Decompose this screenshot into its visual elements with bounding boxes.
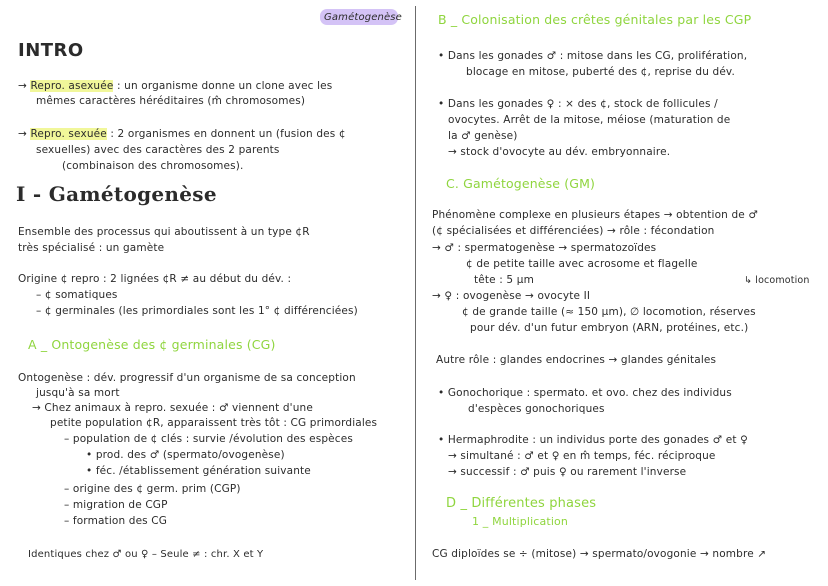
onto-line-8: – origine des ¢ germ. prim (CGP) (64, 483, 241, 495)
onto-line-2: jusqu'à sa mort (36, 387, 120, 399)
section-c-title: C. Gamétogenèse (GM) (446, 176, 596, 191)
c-line-7: ¢ de grande taille (≈ 150 μm), ∅ locomotion, réserves (462, 306, 756, 318)
c-line-4: ¢ de petite taille avec acrosome et flagelle (466, 258, 698, 270)
c-line-1: Phénomène complexe en plusieurs étapes → obtention de ♂ (432, 209, 758, 221)
identical-note: Identiques chez ♂ ou ♀ – Seule ≠ : chr. X et Y (28, 549, 264, 560)
onto-line-6: • prod. des ♂ (spermato/ovogenèse) (86, 449, 285, 461)
onto-line-4: petite population ¢R, apparaissent très tôt : CG primordiales (50, 417, 378, 429)
asex-line-2: mêmes caractères héréditaires (m̂ chromosomes) (36, 95, 306, 107)
onto-line-10: – formation des CG (64, 515, 168, 527)
section-a-title: A _ Ontogenèse des ¢ germinales (CG) (28, 337, 276, 352)
sex-label: Repro. sexuée (30, 128, 107, 140)
page-title-tag: Gamétogenèse (324, 12, 402, 23)
origin-line-2: – ¢ somatiques (36, 289, 118, 301)
c-line-8: pour dév. d'un futur embryon (ARN, protéines, etc.) (470, 322, 749, 334)
gono-line-2: d'espèces gonochoriques (468, 403, 605, 415)
sex-text: : 2 organismes en donnent un (fusion des ¢ (110, 128, 346, 140)
b2-line-1: • Dans les gonades ♀ : × des ¢, stock de follicules / (438, 98, 718, 110)
b1-line-1: • Dans les gonades ♂ : mitose dans les CG, prolifération, (438, 50, 748, 62)
herm-line-2: → simultané : ♂ et ♀ en m̂ temps, féc. réciproque (448, 450, 716, 462)
definition-line-1: Ensemble des processus qui aboutissent à un type ¢R (18, 226, 310, 238)
b2-line-3: la ♂ genèse) (448, 130, 518, 142)
herm-line-1: • Hermaphrodite : un individus porte des gonades ♂ et ♀ (438, 434, 748, 446)
asex-text: : un organisme donne un clone avec les (116, 80, 333, 92)
b2-line-2: ovocytes. Arrêt de la mitose, méiose (maturation de (448, 114, 731, 126)
onto-line-9: – migration de CGP (64, 499, 168, 511)
asex-label: Repro. asexuée (30, 80, 114, 92)
onto-line-1: Ontogenèse : dév. progressif d'un organisme de sa conception (18, 372, 356, 384)
sex-line-2: sexuelles) avec des caractères des 2 parents (36, 144, 280, 156)
c-line-5: tête : 5 μm (474, 274, 534, 286)
onto-line-7: • féc. /établissement génération suivante (86, 465, 311, 477)
b2-line-4: → stock d'ovocyte au dév. embryonnaire. (448, 146, 671, 158)
section-d-subtitle: 1 _ Multiplication (472, 515, 569, 528)
origin-line-3: – ¢ germinales (les primordiales sont les 1° ¢ différenciées) (36, 305, 358, 317)
section-b-title: B _ Colonisation des crêtes génitales par les CGP (438, 12, 752, 27)
herm-line-3: → successif : ♂ puis ♀ ou rarement l'inverse (448, 466, 687, 478)
definition-line-2: très spécialisé : un gamète (18, 242, 165, 254)
c-line-3: → ♂ : spermatogenèse → spermatozoïdes (432, 242, 657, 254)
onto-line-3: → Chez animaux à repro. sexuée : ♂ viennent d'une (32, 402, 313, 414)
onto-line-5: – population de ¢ clés : survie /évolution des espèces (64, 433, 353, 445)
other-role: Autre rôle : glandes endocrines → glandes génitales (436, 354, 717, 366)
c-line-6: → ♀ : ovogenèse → ovocyte II (432, 290, 591, 302)
section-d-title: D _ Différentes phases (446, 496, 597, 511)
c-line-2: (¢ spécialisées et différenciées) → rôle : fécondation (432, 225, 715, 237)
intro-heading: INTRO (18, 40, 84, 61)
gono-line-1: • Gonochorique : spermato. et ovo. chez des individus (438, 387, 732, 399)
asex-line-1: → Repro. asexuée : un organisme donne un clone avec les (18, 80, 333, 92)
b1-line-2: blocage en mitose, puberté des ¢, reprise du dév. (466, 66, 735, 78)
section-1-title: I - Gamétogenèse (16, 182, 217, 206)
c-line-5b: ↳ locomotion (744, 275, 810, 286)
sex-line-1: → Repro. sexuée : 2 organismes en donnent un (fusion des ¢ (18, 128, 346, 140)
d-line-1: CG diploïdes se ÷ (mitose) → spermato/ovogonie → nombre ↗ (432, 548, 767, 560)
column-divider (415, 6, 416, 580)
origin-line-1: Origine ¢ repro : 2 lignées ¢R ≠ au début du dév. : (18, 273, 292, 285)
sex-line-3: (combinaison des chromosomes). (62, 160, 244, 172)
